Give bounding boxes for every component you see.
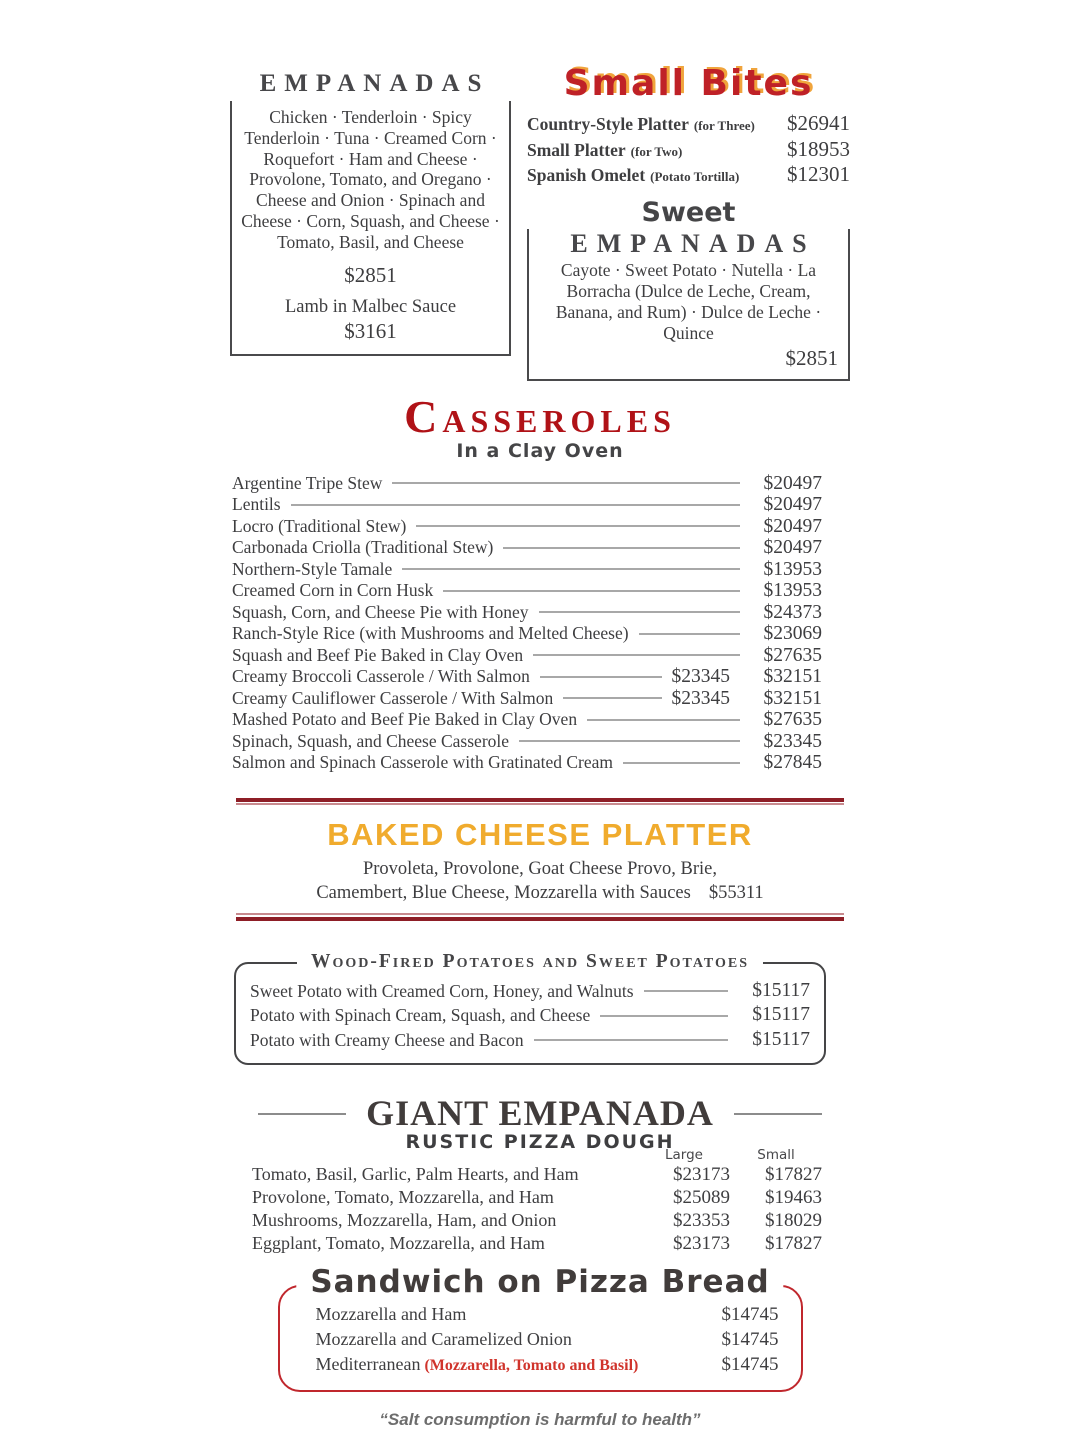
item-price: $14745 [721, 1329, 779, 1351]
leader-line [644, 990, 728, 992]
item-price-small: $17827 [765, 1233, 822, 1255]
item-price-large: $23173 [673, 1164, 730, 1186]
item-price: $27635 [763, 644, 822, 666]
empanadas-title: EMPANADAS [259, 70, 490, 97]
empanadas-description: Chicken · Tenderloin · Spicy Tenderloin · Tuna · Creamed Corn · Roquefort · Ham and Cheese · Provolone, Tomato, and Oregano · Cheese and Onion · Spinach and Cheese · Corn, Squash, and Cheese · Tomato, Basil, and Cheese [241, 107, 500, 252]
item-name: Sweet Potato with Creamed Corn, Honey, and Walnuts [250, 980, 634, 1001]
casseroles-list [230, 473, 850, 774]
item-name: Spanish Omelet [527, 165, 646, 185]
item-name: Ranch-Style Rice (with Mushrooms and Melted Cheese) [232, 623, 629, 644]
leader-line [539, 611, 741, 613]
item-name: Squash, Corn, and Cheese Pie with Honey [232, 601, 529, 622]
item-price: $20497 [763, 494, 822, 516]
empanadas-special-price: $3161 [344, 318, 397, 343]
sweet-empanadas-box [527, 229, 850, 381]
menu-item-row [252, 1209, 822, 1232]
giant-empanada-title: GIANT EMPANADA [366, 1093, 714, 1134]
menu-item-row [527, 138, 850, 164]
decorative-line-right [734, 1113, 822, 1115]
decorative-line-left [258, 1113, 346, 1115]
menu-item-row [316, 1327, 779, 1352]
giant-empanada-table [252, 1147, 822, 1255]
leader-line [392, 482, 740, 484]
red-divider-top [236, 798, 844, 806]
item-name: Locro (Traditional Stew) [232, 515, 407, 536]
menu-item-row [250, 1003, 810, 1028]
column-header-large: Large [665, 1147, 703, 1164]
item-name: Provolone, Tomato, Mozzarella, and Ham [252, 1187, 554, 1208]
item-name: Creamy Cauliflower Casserole / With Salmon [232, 687, 554, 708]
item-price-base: $23345 [671, 666, 730, 688]
item-name: Mashed Potato and Beef Pie Baked in Clay Oven [232, 709, 578, 730]
item-name: Spinach, Squash, and Cheese Casserole [232, 730, 510, 751]
size-column-headers [252, 1147, 822, 1163]
leader-line [443, 590, 740, 592]
menu-item-row [232, 709, 822, 731]
menu-item-row [252, 1163, 822, 1186]
leader-line [519, 740, 740, 742]
red-divider-bottom [236, 913, 844, 922]
empanadas-price: $2851 [344, 262, 397, 287]
item-price: $15117 [752, 1028, 810, 1050]
sweet-empanadas-price: $2851 [785, 346, 838, 371]
menu-item-row [232, 559, 822, 581]
item-name: Argentine Tripe Stew [232, 472, 383, 493]
item-name: Mediterranean (Mozzarella, Tomato and Basil) [315, 1354, 639, 1375]
item-price-base: $23345 [671, 687, 730, 709]
item-price-small: $18029 [765, 1210, 822, 1232]
menu-item-row [232, 623, 822, 645]
menu-item-row [232, 494, 822, 516]
menu-item-row [527, 112, 850, 138]
item-name: Creamed Corn in Corn Husk [232, 580, 434, 601]
leader-line [600, 1015, 728, 1017]
sandwich-title: Sandwich on Pizza Bread [296, 1264, 783, 1300]
menu-item-row [232, 516, 822, 538]
item-price: $20497 [763, 537, 822, 559]
item-name: Creamy Broccoli Casserole / With Salmon [232, 666, 530, 687]
item-price: $14745 [721, 1304, 779, 1326]
item-name: Country-Style Platter [527, 114, 689, 134]
menu-item-row [232, 731, 822, 753]
casseroles-title: Casseroles [404, 391, 676, 443]
menu-item-row [232, 688, 822, 710]
item-price: $13953 [763, 580, 822, 602]
menu-item-row [232, 473, 822, 495]
menu-item-row [232, 602, 822, 624]
spacer [252, 1147, 638, 1163]
item-note: (for Two) [630, 143, 683, 159]
menu-item-row [250, 1028, 810, 1053]
item-price: $23069 [763, 623, 822, 645]
menu-item-row [232, 666, 822, 688]
item-price-small: $19463 [765, 1187, 822, 1209]
menu-item-row [232, 580, 822, 602]
item-name: Potato with Spinach Cream, Squash, and Cheese [250, 1005, 591, 1026]
item-price: $32151 [763, 666, 822, 688]
sandwich-box [278, 1264, 803, 1392]
item-price: $23345 [763, 730, 822, 752]
item-price: $14745 [721, 1354, 779, 1376]
item-name: Tomato, Basil, Garlic, Palm Hearts, and Ham [252, 1164, 579, 1185]
menu-item-row [232, 645, 822, 667]
item-name: Mozzarella and Ham [315, 1304, 467, 1325]
item-name: Lentils [232, 494, 281, 515]
item-name: Mozzarella and Caramelized Onion [315, 1329, 572, 1350]
menu-item-row [316, 1302, 779, 1327]
baked-cheese-description [230, 857, 850, 905]
leader-line [639, 633, 740, 635]
leader-line [402, 568, 740, 570]
wood-fired-title: Wood-Fired Potatoes and Sweet Potatoes [297, 951, 763, 973]
item-price: $27635 [763, 709, 822, 731]
top-section [230, 63, 850, 381]
empanadas-special-name: Lamb in Malbec Sauce [284, 296, 457, 317]
item-price: $15117 [752, 1004, 810, 1026]
baked-cheese-price: $55311 [708, 882, 764, 903]
leader-line [291, 504, 740, 506]
item-price-small: $17827 [765, 1164, 822, 1186]
item-name: Potato with Creamy Cheese and Bacon [250, 1029, 524, 1050]
leader-line [534, 1039, 728, 1041]
leader-line [503, 547, 740, 549]
baked-cheese-desc-line2: Camembert, Blue Cheese, Mozzarella with Sauces [316, 882, 691, 903]
menu-content [230, 0, 850, 1430]
item-price-large: $23353 [673, 1210, 730, 1232]
leader-line [587, 719, 740, 721]
sweet-empanadas-title: EMPANADAS [570, 229, 816, 259]
item-price-large: $23173 [673, 1233, 730, 1255]
baked-cheese-title: BAKED CHEESE PLATTER [327, 816, 753, 852]
empanadas-section [230, 70, 511, 381]
menu-item-row [252, 1232, 822, 1255]
menu-item-row [250, 979, 810, 1004]
right-column [527, 63, 850, 381]
casseroles-subtitle: In a Clay Oven [456, 439, 624, 462]
item-name: Salmon and Spinach Casserole with Gratinated Cream [232, 752, 614, 773]
item-note: (for Three) [693, 118, 755, 133]
menu-item-row [252, 1186, 822, 1209]
item-name: Squash and Beef Pie Baked in Clay Oven [232, 644, 524, 665]
leader-line [416, 525, 740, 527]
item-name: Eggplant, Tomato, Mozzarella, and Ham [252, 1233, 545, 1254]
menu-item-row [232, 537, 822, 559]
item-price-large: $25089 [673, 1187, 730, 1209]
item-price: $13953 [763, 558, 822, 580]
leader-line [623, 762, 740, 764]
item-note: (Mozzarella, Tomato and Basil) [424, 1357, 639, 1375]
empanadas-box [230, 101, 511, 356]
item-note: (Potato Tortilla) [650, 169, 740, 184]
sweet-empanadas-description: Cayote · Sweet Potato · Nutella · La Borracha (Dulce de Leche, Cream, Banana, and Rum) · Dulce de Leche · Quince [555, 260, 822, 343]
item-price: $32151 [763, 687, 822, 709]
menu-item-row [527, 163, 850, 189]
item-name: Northern-Style Tamale [232, 558, 393, 579]
sweet-empanadas-script-title: Sweet [641, 196, 736, 228]
item-price: $12301 [787, 162, 850, 186]
menu-item-row [316, 1352, 779, 1378]
giant-empanada-subtitle: RUSTIC PIZZA DOUGH [405, 1131, 675, 1154]
menu-item-row [232, 752, 822, 774]
item-price: $27845 [763, 752, 822, 774]
small-bites-title: Small Bites [563, 63, 814, 104]
wood-fired-box [234, 950, 826, 1066]
giant-empanada-header [230, 1095, 850, 1133]
leader-line [563, 697, 661, 699]
item-name: Carbonada Criolla (Traditional Stew) [232, 537, 494, 558]
item-price: $20497 [763, 515, 822, 537]
health-warning-quote: “Salt consumption is harmful to health” [379, 1410, 701, 1430]
item-price: $20497 [763, 472, 822, 494]
item-price: $26941 [787, 111, 850, 135]
baked-cheese-desc-line1: Provoleta, Provolone, Goat Cheese Provo, Brie, [362, 858, 717, 879]
item-name: Small Platter [527, 139, 626, 160]
item-price: $24373 [763, 601, 822, 623]
item-price: $18953 [787, 136, 850, 161]
leader-line [540, 676, 662, 678]
leader-line [533, 654, 740, 656]
column-header-small: Small [757, 1147, 795, 1164]
item-name: Mushrooms, Mozzarella, Ham, and Onion [252, 1210, 557, 1231]
item-price: $15117 [752, 979, 810, 1001]
